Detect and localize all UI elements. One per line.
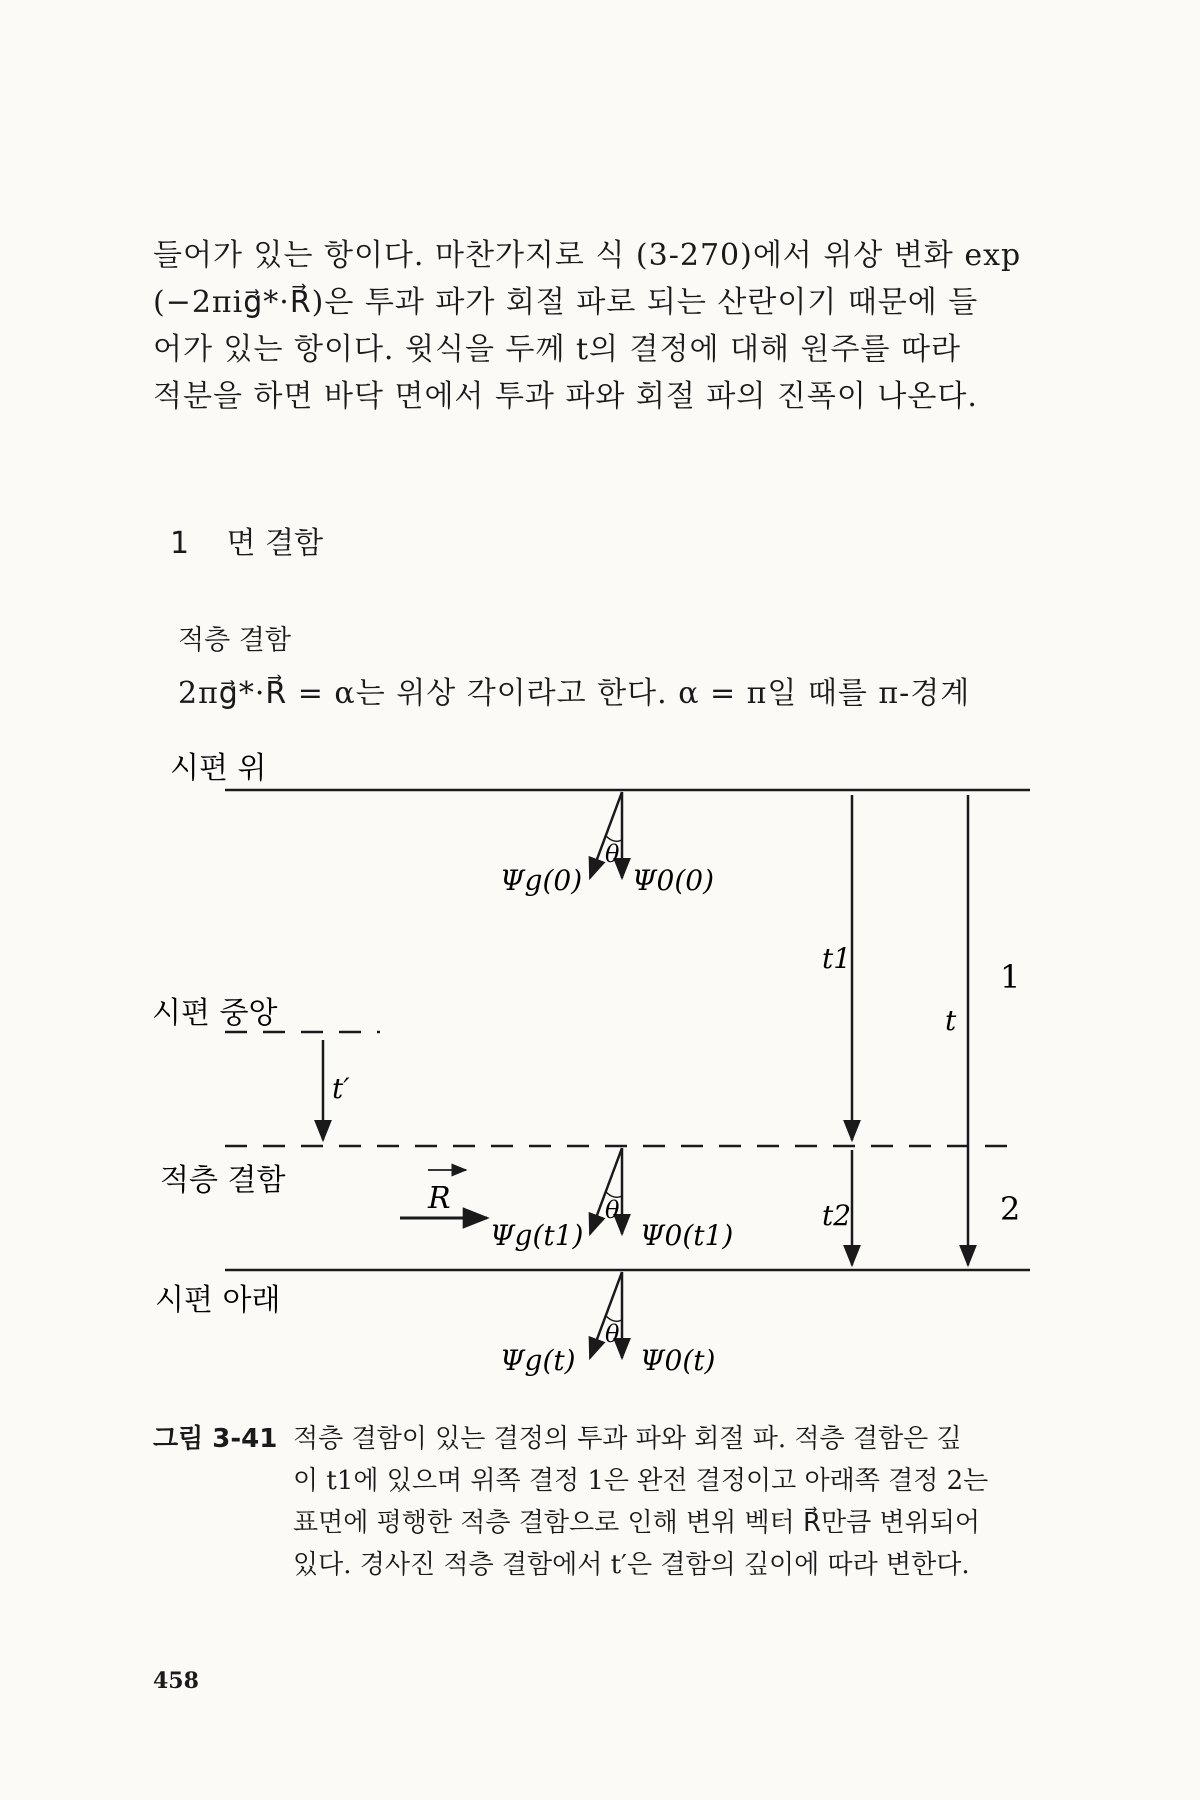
- body-line: 어가 있는 항이다. 윗식을 두께 t의 결정에 대해 원주를 따라: [153, 332, 961, 367]
- t2-label: t2: [822, 1199, 852, 1232]
- caption-line: 적층 결함이 있는 결정의 투과 파와 회절 파. 적층 결함은 깊: [293, 1424, 962, 1454]
- caption-line: 있다. 경사진 적층 결함에서 t′은 결함의 깊이에 따라 변한다.: [293, 1550, 970, 1580]
- theta-label-fault: θ: [605, 1196, 620, 1224]
- caption-line: 표면에 평행한 적층 결함으로 인해 변위 벡터 R⃗만큼 변위되어: [293, 1508, 980, 1538]
- psi-0-t: Ψ0(t): [640, 1344, 716, 1377]
- psi-0-t1: Ψ0(t1): [640, 1219, 734, 1252]
- crystal-1-label: 1: [1000, 958, 1021, 996]
- section-number: 1: [170, 526, 190, 561]
- label-top: 시편 위: [170, 751, 267, 786]
- psi-g-t: Ψg(t): [500, 1344, 576, 1377]
- body-line: 들어가 있는 항이다. 마찬가지로 식 (3-270)에서 위상 변화 exp: [153, 238, 1022, 273]
- label-middle: 시편 중앙: [152, 996, 278, 1031]
- body-line: 적분을 하면 바닥 면에서 투과 파와 회절 파의 진폭이 나온다.: [153, 379, 978, 414]
- label-fault: 적층 결함: [160, 1163, 286, 1198]
- figure-caption: [153, 1418, 1048, 1586]
- R-label: R: [428, 1181, 451, 1216]
- label-bottom: 시편 아래: [155, 1283, 281, 1318]
- subsection-title: 적층 결함: [178, 625, 291, 656]
- page-number: 458: [153, 1668, 199, 1694]
- body-paragraph: [153, 232, 1045, 420]
- psi-g-0: Ψg(0): [500, 864, 583, 897]
- stacking-fault-figure: [0, 740, 1200, 1420]
- t1-label: t1: [822, 942, 852, 975]
- section-heading: [170, 518, 323, 562]
- caption-line: 이 t1에 있으며 위쪽 결정 1은 완전 결정이고 아래쪽 결정 2는: [293, 1466, 989, 1496]
- theta-label-top: θ: [605, 840, 620, 868]
- section-title: 면 결함: [226, 526, 324, 561]
- psi-0-0: Ψ0(0): [632, 864, 715, 897]
- body-line: (−2πig⃗*·R⃗)은 투과 파가 회절 파로 되는 산란이기 때문에 들: [153, 285, 979, 320]
- crystal-2-label: 2: [1000, 1190, 1021, 1228]
- caption-text: [293, 1418, 1048, 1586]
- t-prime-label: t′: [332, 1072, 350, 1105]
- t-label: t: [945, 1004, 957, 1037]
- caption-label: 그림 3-41: [153, 1424, 278, 1454]
- psi-g-t1: Ψg(t1): [490, 1219, 584, 1252]
- definition-line: 2πg⃗*·R⃗ = α는 위상 각이라고 한다. α = π일 때를 π-경계: [178, 676, 971, 711]
- theta-label-bottom: θ: [605, 1320, 620, 1348]
